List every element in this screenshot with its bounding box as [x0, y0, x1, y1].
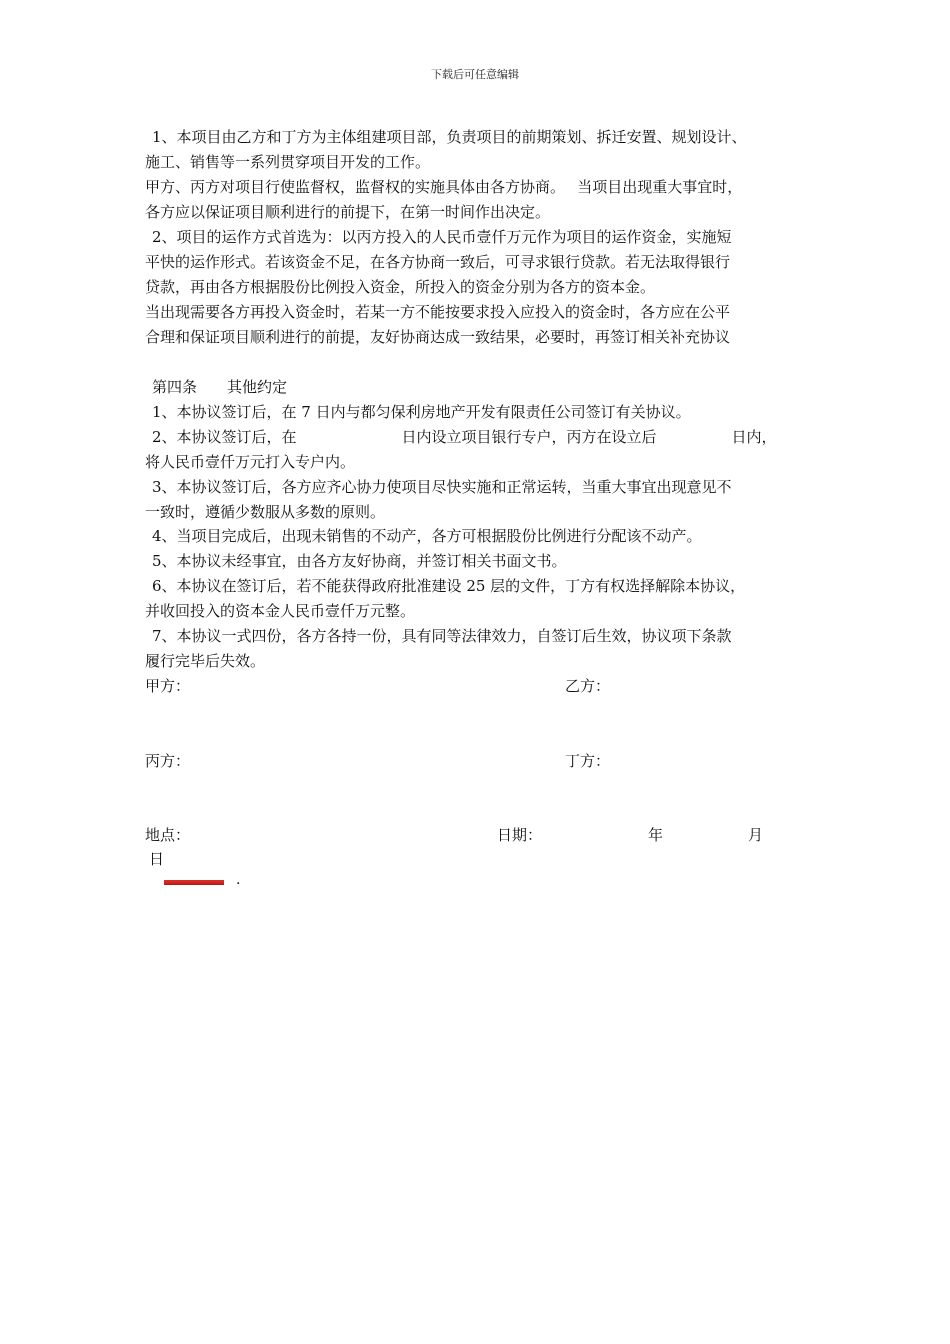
body-line: 5、本协议未经事宜，由各方友好协商，并签订相关书面文书。: [152, 552, 567, 570]
section-heading: 第四条 其他约定: [152, 378, 288, 396]
month-label: 月: [748, 826, 764, 844]
party-a-label: 甲方：: [145, 677, 191, 695]
body-line: 履行完毕后失效。: [145, 652, 266, 670]
trailing-dot: .: [236, 872, 241, 888]
body-line: 4、当项目完成后，出现未销售的不动产，各方可根据股份比例进行分配该不动产。: [152, 527, 702, 545]
body-line: 2、项目的运作方式首选为：以丙方投入的人民币壹仟万元作为项目的运作资金，实施短: [152, 228, 732, 246]
year-label: 年: [648, 826, 664, 844]
body-line: 甲方、丙方对项目行使监督权，监督权的实施具体由各方协商。 当项目出现重大事宜时，: [145, 178, 743, 196]
body-line: 6、本协议在签订后，若不能获得政府批准建设 25 层的文件，丁方有权选择解除本协议，: [152, 577, 746, 595]
day-label: 日: [149, 850, 165, 868]
header-note: 下载后可任意编辑: [431, 68, 519, 81]
place-label: 地点：: [145, 826, 191, 844]
body-line: 一致时，遵循少数服从多数的原则。: [145, 503, 386, 521]
body-line: 1、本项目由乙方和丁方为主体组建项目部，负责项目的前期策划、拆迁安置、规划设计、: [152, 128, 747, 146]
body-line: 并收回投入的资本金人民币壹仟万元整。: [145, 602, 416, 620]
body-line: 7、本协议一式四份，各方各持一份，具有同等法律效力，自签订后生效，协议项下条款: [152, 627, 732, 645]
body-line: 合理和保证项目顺利进行的前提，友好协商达成一致结果，必要时，再签订相关补充协议: [145, 328, 731, 346]
body-line: 3、本协议签订后，各方应齐心协力使项目尽快实施和正常运转，当重大事宜出现意见不: [152, 478, 732, 496]
party-d-label: 丁方：: [565, 752, 611, 770]
body-line: 贷款，再由各方根据股份比例投入资金，所投入的资金分别为各方的资本金。: [145, 278, 656, 296]
red-decorative-bar: [164, 880, 224, 885]
body-line: 将人民币壹仟万元打入专户内。: [145, 453, 356, 471]
party-b-label: 乙方：: [565, 677, 611, 695]
body-line: 施工、销售等一系列贯穿项目开发的工作。: [145, 153, 431, 171]
body-line: 各方应以保证项目顺利进行的前提下，在第一时间作出决定。: [145, 203, 551, 221]
body-line: 当出现需要各方再投入资金时，若某一方不能按要求投入应投入的资金时，各方应在公平: [145, 303, 731, 321]
body-line: 1、本协议签订后，在 7 日内与都匀保利房地产开发有限责任公司签订有关协议。: [152, 403, 691, 421]
party-c-label: 丙方：: [145, 752, 191, 770]
body-line: 平快的运作形式。若该资金不足，在各方协商一致后，可寻求银行贷款。若无法取得银行: [145, 253, 731, 271]
date-label: 日期：: [497, 826, 543, 844]
body-line: 2、本协议签订后，在 日内设立项目银行专户，丙方在设立后 日内，: [152, 428, 777, 446]
